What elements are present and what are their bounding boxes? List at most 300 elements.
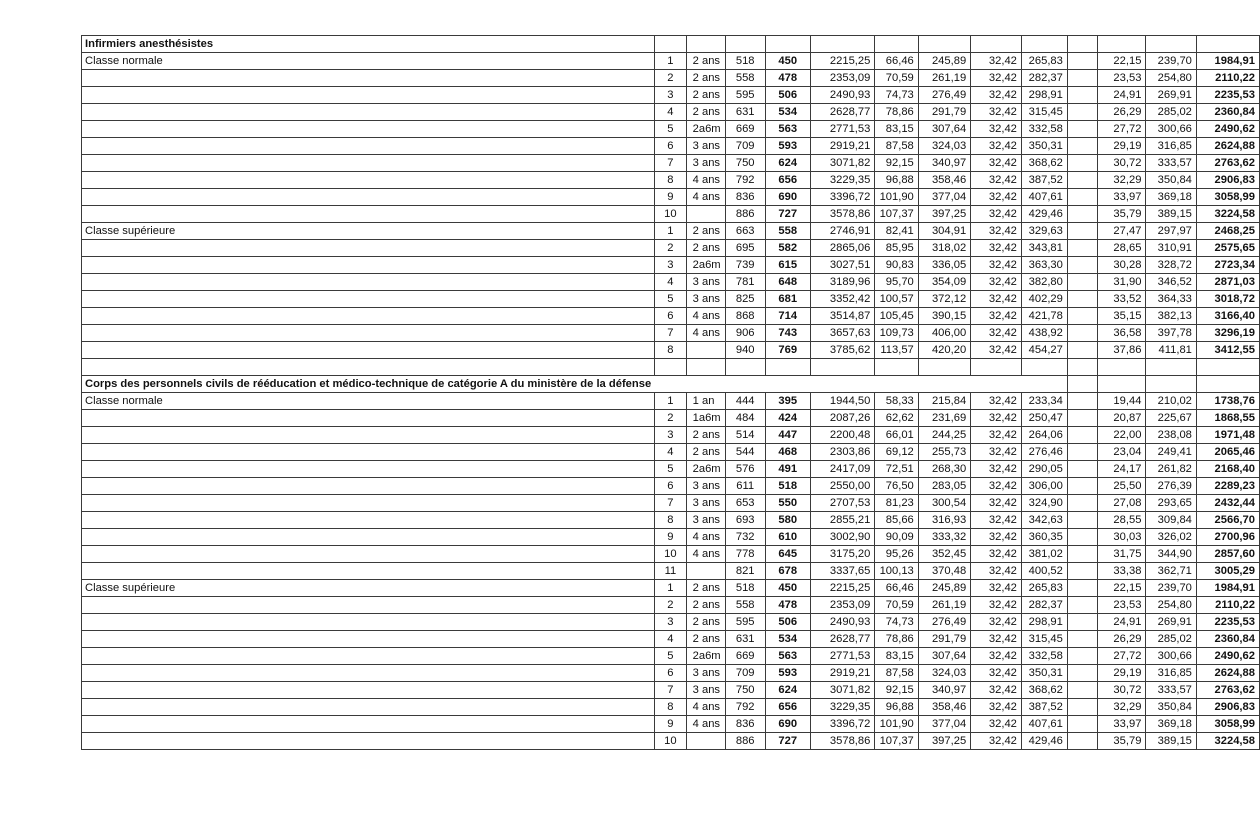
duree: 3 ans — [686, 274, 725, 291]
grade-label-empty — [82, 87, 655, 104]
col-6: 58,33 — [875, 393, 918, 410]
col-7: 390,15 — [918, 308, 970, 325]
echelon: 3 — [655, 87, 686, 104]
indice-brut: 595 — [725, 614, 765, 631]
col-12: 293,65 — [1146, 495, 1196, 512]
indice-brut: 514 — [725, 427, 765, 444]
col-12: 369,18 — [1146, 189, 1196, 206]
echelon: 4 — [655, 444, 686, 461]
traitement-brut: 2490,93 — [810, 614, 875, 631]
col-9: 381,02 — [1021, 546, 1067, 563]
col-8: 32,42 — [971, 138, 1022, 155]
indice-brut: 631 — [725, 104, 765, 121]
duree: 2 ans — [686, 444, 725, 461]
duree: 3 ans — [686, 512, 725, 529]
duree: 2 ans — [686, 87, 725, 104]
echelon: 6 — [655, 478, 686, 495]
col-11: 30,72 — [1097, 155, 1146, 172]
traitement-brut: 3027,51 — [810, 257, 875, 274]
col-11: 35,79 — [1097, 206, 1146, 223]
col-9: 363,30 — [1021, 257, 1067, 274]
col-9: 298,91 — [1021, 614, 1067, 631]
duree: 2 ans — [686, 70, 725, 87]
table-row — [82, 580, 1260, 597]
col-9: 298,91 — [1021, 87, 1067, 104]
col-8: 32,42 — [971, 631, 1022, 648]
grade-label-empty — [82, 597, 655, 614]
col-12: 254,80 — [1146, 70, 1196, 87]
col-12: 297,97 — [1146, 223, 1196, 240]
col-11: 36,58 — [1097, 325, 1146, 342]
col-11: 23,04 — [1097, 444, 1146, 461]
grade-label-empty — [82, 274, 655, 291]
empty-cell — [1097, 36, 1146, 53]
col-9: 382,80 — [1021, 274, 1067, 291]
col-10 — [1067, 444, 1097, 461]
traitement-brut: 2628,77 — [810, 631, 875, 648]
echelon: 7 — [655, 155, 686, 172]
col-7: 304,91 — [918, 223, 970, 240]
col-7: 215,84 — [918, 393, 970, 410]
traitement-brut: 2919,21 — [810, 138, 875, 155]
traitement-brut: 3229,35 — [810, 172, 875, 189]
echelon: 3 — [655, 614, 686, 631]
indice-brut: 836 — [725, 189, 765, 206]
col-8: 32,42 — [971, 597, 1022, 614]
grade-label: Classe supérieure — [82, 580, 655, 597]
col-11: 24,91 — [1097, 614, 1146, 631]
section-title — [82, 36, 655, 53]
grade-label-empty — [82, 308, 655, 325]
traitement-brut: 3337,65 — [810, 563, 875, 580]
echelon: 2 — [655, 410, 686, 427]
col-7: 336,05 — [918, 257, 970, 274]
col-9: 265,83 — [1021, 53, 1067, 70]
col-8: 32,42 — [971, 648, 1022, 665]
col-10 — [1067, 495, 1097, 512]
col-8: 32,42 — [971, 155, 1022, 172]
col-7: 231,69 — [918, 410, 970, 427]
col-6: 92,15 — [875, 682, 918, 699]
col-9: 350,31 — [1021, 138, 1067, 155]
duree — [686, 206, 725, 223]
col-12: 316,85 — [1146, 665, 1196, 682]
empty-cell — [1146, 36, 1196, 53]
traitement-brut: 2490,93 — [810, 87, 875, 104]
col-11: 32,29 — [1097, 172, 1146, 189]
net-total: 3224,58 — [1196, 733, 1259, 750]
echelon: 7 — [655, 325, 686, 342]
net-total: 2168,40 — [1196, 461, 1259, 478]
col-12: 300,66 — [1146, 648, 1196, 665]
echelon: 9 — [655, 189, 686, 206]
indice-majore: 645 — [765, 546, 810, 563]
empty-cell — [1021, 36, 1067, 53]
indice-brut: 709 — [725, 665, 765, 682]
duree: 2 ans — [686, 223, 725, 240]
net-total: 1868,55 — [1196, 410, 1259, 427]
col-9: 290,05 — [1021, 461, 1067, 478]
traitement-brut: 2417,09 — [810, 461, 875, 478]
grade-label-empty — [82, 410, 655, 427]
col-10 — [1067, 682, 1097, 699]
col-6: 95,26 — [875, 546, 918, 563]
echelon: 2 — [655, 597, 686, 614]
col-12: 309,84 — [1146, 512, 1196, 529]
duree: 2 ans — [686, 631, 725, 648]
col-7: 358,46 — [918, 699, 970, 716]
empty-cell — [875, 376, 918, 393]
indice-brut: 825 — [725, 291, 765, 308]
echelon: 1 — [655, 53, 686, 70]
col-11: 22,00 — [1097, 427, 1146, 444]
indice-brut: 868 — [725, 308, 765, 325]
col-11: 28,55 — [1097, 512, 1146, 529]
col-9: 407,61 — [1021, 716, 1067, 733]
table-row — [82, 121, 1260, 138]
traitement-brut: 2200,48 — [810, 427, 875, 444]
traitement-brut: 3352,42 — [810, 291, 875, 308]
col-6: 95,70 — [875, 274, 918, 291]
col-6: 87,58 — [875, 138, 918, 155]
traitement-brut: 2855,21 — [810, 512, 875, 529]
net-total: 2360,84 — [1196, 631, 1259, 648]
col-10 — [1067, 172, 1097, 189]
col-12: 269,91 — [1146, 87, 1196, 104]
col-7: 340,97 — [918, 682, 970, 699]
col-12: 346,52 — [1146, 274, 1196, 291]
traitement-brut: 2353,09 — [810, 597, 875, 614]
echelon: 3 — [655, 427, 686, 444]
col-12: 239,70 — [1146, 580, 1196, 597]
salary-grid-body — [82, 36, 1260, 750]
col-8: 32,42 — [971, 172, 1022, 189]
col-8: 32,42 — [971, 121, 1022, 138]
col-6: 100,13 — [875, 563, 918, 580]
net-total: 2763,62 — [1196, 155, 1259, 172]
empty-cell — [655, 36, 686, 53]
empty-cell — [1021, 376, 1067, 393]
empty-cell — [918, 36, 970, 53]
empty-cell — [1097, 376, 1146, 393]
indice-majore: 681 — [765, 291, 810, 308]
duree: 4 ans — [686, 529, 725, 546]
col-8: 32,42 — [971, 512, 1022, 529]
echelon: 9 — [655, 529, 686, 546]
col-12: 210,02 — [1146, 393, 1196, 410]
empty-cell — [810, 36, 875, 53]
echelon: 4 — [655, 104, 686, 121]
net-total: 2624,88 — [1196, 665, 1259, 682]
table-row — [82, 138, 1260, 155]
duree: 4 ans — [686, 325, 725, 342]
echelon: 5 — [655, 291, 686, 308]
traitement-brut: 3229,35 — [810, 699, 875, 716]
col-12: 261,82 — [1146, 461, 1196, 478]
section-header-row — [82, 376, 1260, 393]
duree: 2 ans — [686, 597, 725, 614]
salary-grid-sheet — [81, 35, 1260, 750]
col-7: 291,79 — [918, 631, 970, 648]
traitement-brut: 1944,50 — [810, 393, 875, 410]
empty-cell — [725, 359, 765, 376]
col-6: 78,86 — [875, 104, 918, 121]
col-9: 421,78 — [1021, 308, 1067, 325]
grade-label-empty — [82, 104, 655, 121]
col-8: 32,42 — [971, 580, 1022, 597]
empty-cell — [971, 359, 1022, 376]
col-8: 32,42 — [971, 206, 1022, 223]
duree: 3 ans — [686, 291, 725, 308]
col-12: 300,66 — [1146, 121, 1196, 138]
duree: 2a6m — [686, 648, 725, 665]
grade-label-empty — [82, 325, 655, 342]
col-7: 324,03 — [918, 138, 970, 155]
echelon: 10 — [655, 733, 686, 750]
indice-brut: 653 — [725, 495, 765, 512]
indice-brut: 778 — [725, 546, 765, 563]
net-total: 2110,22 — [1196, 597, 1259, 614]
traitement-brut: 3514,87 — [810, 308, 875, 325]
col-6: 72,51 — [875, 461, 918, 478]
col-9: 454,27 — [1021, 342, 1067, 359]
col-9: 329,63 — [1021, 223, 1067, 240]
col-7: 318,02 — [918, 240, 970, 257]
table-row — [82, 512, 1260, 529]
col-7: 245,89 — [918, 53, 970, 70]
col-12: 254,80 — [1146, 597, 1196, 614]
col-6: 66,46 — [875, 53, 918, 70]
table-row — [82, 274, 1260, 291]
col-10 — [1067, 206, 1097, 223]
col-6: 87,58 — [875, 665, 918, 682]
col-6: 90,83 — [875, 257, 918, 274]
net-total: 3058,99 — [1196, 189, 1259, 206]
empty-cell — [1196, 376, 1259, 393]
table-row — [82, 597, 1260, 614]
col-7: 276,49 — [918, 87, 970, 104]
grade-label-empty — [82, 189, 655, 206]
grade-label-empty — [82, 648, 655, 665]
indice-brut: 669 — [725, 648, 765, 665]
empty-cell — [971, 36, 1022, 53]
col-6: 107,37 — [875, 733, 918, 750]
grade-label-empty — [82, 512, 655, 529]
col-8: 32,42 — [971, 393, 1022, 410]
grade-label-empty — [82, 444, 655, 461]
net-total: 2763,62 — [1196, 682, 1259, 699]
col-12: 350,84 — [1146, 699, 1196, 716]
indice-majore: 624 — [765, 155, 810, 172]
col-7: 316,93 — [918, 512, 970, 529]
col-12: 269,91 — [1146, 614, 1196, 631]
col-12: 389,15 — [1146, 733, 1196, 750]
table-row — [82, 716, 1260, 733]
col-10 — [1067, 478, 1097, 495]
col-7: 261,19 — [918, 597, 970, 614]
col-11: 29,19 — [1097, 665, 1146, 682]
grade-label-empty — [82, 461, 655, 478]
net-total: 2490,62 — [1196, 648, 1259, 665]
indice-majore: 478 — [765, 597, 810, 614]
col-10 — [1067, 631, 1097, 648]
col-12: 333,57 — [1146, 155, 1196, 172]
indice-majore: 727 — [765, 733, 810, 750]
col-6: 62,62 — [875, 410, 918, 427]
col-11: 28,65 — [1097, 240, 1146, 257]
col-8: 32,42 — [971, 699, 1022, 716]
duree: 2a6m — [686, 121, 725, 138]
col-7: 354,09 — [918, 274, 970, 291]
col-8: 32,42 — [971, 682, 1022, 699]
indice-majore: 615 — [765, 257, 810, 274]
col-9: 368,62 — [1021, 682, 1067, 699]
col-10 — [1067, 121, 1097, 138]
col-10 — [1067, 716, 1097, 733]
col-8: 32,42 — [971, 563, 1022, 580]
col-11: 35,15 — [1097, 308, 1146, 325]
net-total: 2700,96 — [1196, 529, 1259, 546]
echelon: 4 — [655, 274, 686, 291]
col-12: 411,81 — [1146, 342, 1196, 359]
traitement-brut: 2707,53 — [810, 495, 875, 512]
grade-label-empty — [82, 699, 655, 716]
col-11: 29,19 — [1097, 138, 1146, 155]
indice-brut: 518 — [725, 53, 765, 70]
traitement-brut: 3175,20 — [810, 546, 875, 563]
net-total: 2360,84 — [1196, 104, 1259, 121]
empty-cell — [1021, 359, 1067, 376]
col-9: 282,37 — [1021, 597, 1067, 614]
grade-label: Classe normale — [82, 53, 655, 70]
duree: 4 ans — [686, 172, 725, 189]
echelon: 8 — [655, 699, 686, 716]
col-9: 332,58 — [1021, 121, 1067, 138]
indice-brut: 595 — [725, 87, 765, 104]
net-total: 2871,03 — [1196, 274, 1259, 291]
col-7: 261,19 — [918, 70, 970, 87]
col-11: 37,86 — [1097, 342, 1146, 359]
net-total: 2065,46 — [1196, 444, 1259, 461]
empty-cell — [686, 376, 725, 393]
col-8: 32,42 — [971, 223, 1022, 240]
col-10 — [1067, 563, 1097, 580]
col-11: 27,72 — [1097, 648, 1146, 665]
table-row — [82, 529, 1260, 546]
empty-cell — [655, 376, 686, 393]
col-8: 32,42 — [971, 444, 1022, 461]
col-10 — [1067, 155, 1097, 172]
empty-cell — [686, 36, 725, 53]
indice-majore: 450 — [765, 580, 810, 597]
traitement-brut: 2628,77 — [810, 104, 875, 121]
col-7: 255,73 — [918, 444, 970, 461]
col-7: 300,54 — [918, 495, 970, 512]
indice-majore: 395 — [765, 393, 810, 410]
table-row — [82, 444, 1260, 461]
net-total: 2289,23 — [1196, 478, 1259, 495]
col-12: 328,72 — [1146, 257, 1196, 274]
col-7: 358,46 — [918, 172, 970, 189]
echelon: 6 — [655, 665, 686, 682]
col-7: 340,97 — [918, 155, 970, 172]
echelon: 10 — [655, 546, 686, 563]
duree: 2 ans — [686, 580, 725, 597]
indice-brut: 792 — [725, 699, 765, 716]
indice-majore: 743 — [765, 325, 810, 342]
indice-majore: 727 — [765, 206, 810, 223]
grade-label-empty — [82, 342, 655, 359]
col-10 — [1067, 70, 1097, 87]
indice-brut: 792 — [725, 172, 765, 189]
duree: 2 ans — [686, 240, 725, 257]
table-row — [82, 648, 1260, 665]
col-10 — [1067, 189, 1097, 206]
traitement-brut: 2865,06 — [810, 240, 875, 257]
col-10 — [1067, 597, 1097, 614]
col-12: 364,33 — [1146, 291, 1196, 308]
col-7: 307,64 — [918, 648, 970, 665]
duree: 4 ans — [686, 546, 725, 563]
col-11: 22,15 — [1097, 580, 1146, 597]
duree: 2 ans — [686, 614, 725, 631]
col-8: 32,42 — [971, 104, 1022, 121]
col-9: 387,52 — [1021, 699, 1067, 716]
col-10 — [1067, 580, 1097, 597]
col-8: 32,42 — [971, 87, 1022, 104]
col-6: 81,23 — [875, 495, 918, 512]
echelon: 5 — [655, 461, 686, 478]
col-12: 249,41 — [1146, 444, 1196, 461]
net-total: 1971,48 — [1196, 427, 1259, 444]
col-8: 32,42 — [971, 733, 1022, 750]
col-11: 30,72 — [1097, 682, 1146, 699]
indice-majore: 690 — [765, 189, 810, 206]
col-12: 344,90 — [1146, 546, 1196, 563]
indice-brut: 739 — [725, 257, 765, 274]
col-9: 429,46 — [1021, 733, 1067, 750]
indice-majore: 678 — [765, 563, 810, 580]
section-title — [82, 376, 655, 393]
empty-cell — [765, 36, 810, 53]
indice-brut: 484 — [725, 410, 765, 427]
col-8: 32,42 — [971, 342, 1022, 359]
indice-majore: 593 — [765, 665, 810, 682]
col-6: 92,15 — [875, 155, 918, 172]
col-9: 343,81 — [1021, 240, 1067, 257]
col-10 — [1067, 87, 1097, 104]
col-11: 26,29 — [1097, 631, 1146, 648]
table-row — [82, 631, 1260, 648]
net-total: 2110,22 — [1196, 70, 1259, 87]
indice-brut: 940 — [725, 342, 765, 359]
table-row — [82, 478, 1260, 495]
net-total: 2490,62 — [1196, 121, 1259, 138]
net-total: 3058,99 — [1196, 716, 1259, 733]
col-10 — [1067, 291, 1097, 308]
grade-label-empty — [82, 665, 655, 682]
table-row — [82, 257, 1260, 274]
grade-label-empty — [82, 427, 655, 444]
traitement-brut: 3578,86 — [810, 733, 875, 750]
col-8: 32,42 — [971, 53, 1022, 70]
net-total: 2235,53 — [1196, 87, 1259, 104]
table-row — [82, 665, 1260, 682]
col-7: 397,25 — [918, 206, 970, 223]
traitement-brut: 3396,72 — [810, 716, 875, 733]
indice-brut: 558 — [725, 597, 765, 614]
net-total: 3018,72 — [1196, 291, 1259, 308]
